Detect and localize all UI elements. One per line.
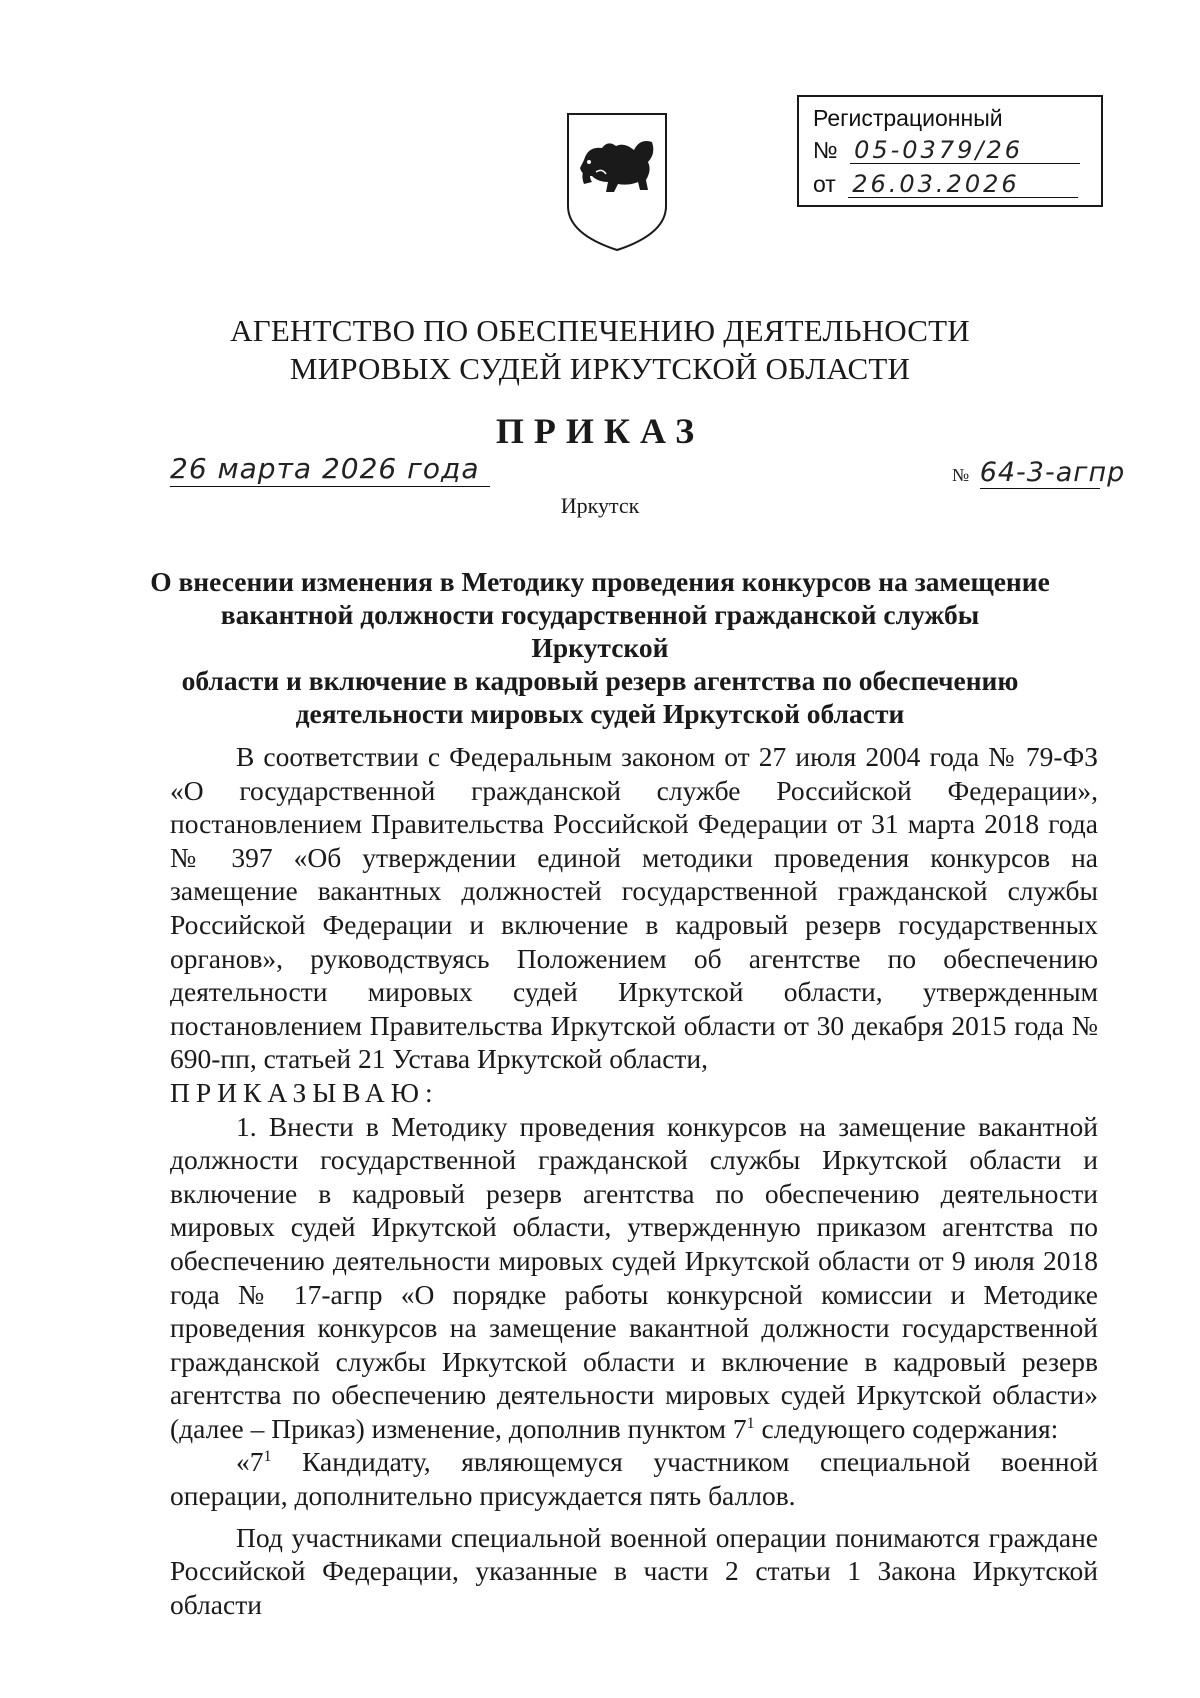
city-name: Иркутск: [560, 493, 640, 518]
order-subject: [150, 565, 1050, 730]
participants-paragraph: Под участниками специальной военной операции понимаются граждане Российской Федерации, указанные в части 2 статьи 1 Закона Иркутской области: [170, 1521, 1098, 1620]
registration-number-value: 05-0379/26: [850, 137, 1080, 164]
registration-title: Регистрационный: [813, 105, 1003, 131]
agency-name: [0, 312, 1200, 388]
item-7-1-paragraph: [170, 1445, 1098, 1512]
subject-line: области и включение в кадровый резерв агентства по обеспечению: [181, 665, 1019, 696]
order-number-label: №: [952, 465, 970, 485]
registration-date-value: 26.03.2026: [848, 171, 1078, 198]
registration-number-label: №: [813, 137, 838, 163]
agency-line-2: МИРОВЫХ СУДЕЙ ИРКУТСКОЙ ОБЛАСТИ: [289, 351, 911, 386]
order-number-handwritten: 64-3-агпр: [979, 457, 1126, 488]
item-7-1-open: «7: [236, 1446, 264, 1478]
coat-of-arms-emblem: [562, 110, 672, 252]
document-type-title: ПРИКАЗ: [495, 411, 705, 451]
registration-date-label: от: [813, 171, 836, 197]
order-number: [952, 457, 1126, 489]
order-body: [170, 740, 1098, 1621]
registration-stamp: [797, 95, 1103, 207]
preamble-paragraph: В соответствии с Федеральным законом от 27 июля 2004 года № 79-ФЗ «О государственной гражданской службе Российской Федерации», постановлением Правительства Российской Федерации от 31 марта 2018 года № 397 «Об утверждении единой методики проведения конкурсов на замещение вакантных должностей государственной гражданской службы Российской Федерации и включение в кадровый резерв государственных органов», руководствуясь Положением об агентстве по обеспечению деятельности мировых судей Иркутской области, утвержденным постановлением Правительства Иркутской области от 30 декабря 2015 года № 690-пп, статьей 21 Устава Иркутской области,: [170, 741, 1098, 1075]
agency-line-1: АГЕНТСТВО ПО ОБЕСПЕЧЕНИЮ ДЕЯТЕЛЬНОСТИ: [230, 313, 970, 348]
registration-date-row: [813, 171, 1078, 198]
subject-line: О внесении изменения в Методику проведения конкурсов на замещение: [150, 566, 1050, 597]
item-7-1-text: Кандидату, являющемуся участником специальной военной операции, дополнительно присуждается пять баллов.: [170, 1446, 1098, 1512]
item-1-paragraph: [170, 1110, 1098, 1446]
item-7-1-superscript: 1: [263, 1448, 272, 1466]
subject-line: деятельности мировых судей Иркутской области: [295, 698, 905, 729]
order-date-handwritten: 26 марта 2026 года: [170, 452, 490, 487]
registration-number-row: [813, 137, 1080, 164]
item-1-tail: следующего содержания:: [754, 1412, 1059, 1444]
item-1-superscript: 1: [746, 1414, 755, 1432]
subject-line: вакантной должности государственной гражданской службы Иркутской: [220, 599, 980, 663]
order-word: ПРИКАЗЫВАЮ:: [170, 1076, 439, 1108]
item-1-text: 1. Внести в Методику проведения конкурсов на замещение вакантной должности государственной гражданской службы Иркутской области и включение в кадровый резерв агентства по обеспечению деятельности мировых судей Иркутской области, утвержденную приказом агентства по обеспечению деятельности мировых судей Иркутской области от 9 июля 2018 года № 17-агпр «О порядке работы конкурсной комиссии и Методике проведения конкурсов на замещение вакантной должности государственной гражданской службы Иркутской области и включение в кадровый резерв агентства по обеспечению деятельности мировых судей Иркутской области» (далее – Приказ) изменение, дополнив пунктом 7: [170, 1110, 1098, 1444]
